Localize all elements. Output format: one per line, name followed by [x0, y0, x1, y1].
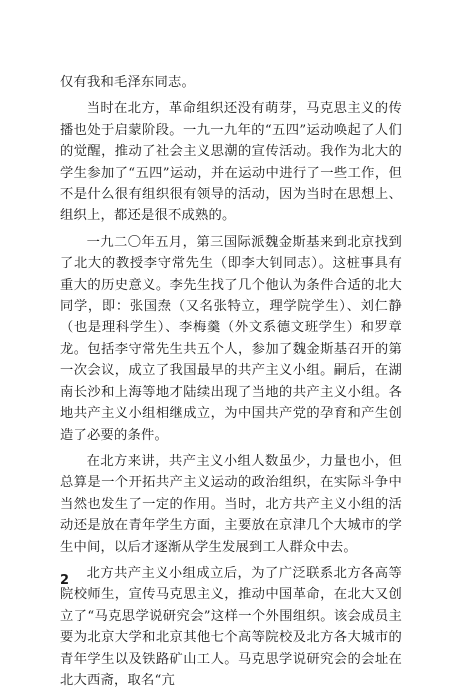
page-number: 2 — [60, 573, 70, 588]
paragraph-3: 一九二〇年五月，第三国际派魏金斯基来到北京找到了北大的教授李守常先生（即李大钊同志）。这桩事具有重大的历史意义。李先生找了几个他认为条件合适的北大同学，即：张国焘（又名张特立，理学院学生）、刘仁静（也是理科学生）、李梅羹（外文系德文班学生）和罗章龙。包括李守常先生共五个人，参加了魏金斯基召开的第一次会议，成立了我国最早的共产主义小组。嗣后，在湖南长沙和上海等地才陆续出现了当地的共产主义小组。各地共产主义小组相继成立，为中国共产党的孕育和产生创造了必要的条件。 — [60, 234, 402, 443]
paragraph-4: 在北方来讲，共产主义小组人数虽少，力量也小，但总算是一个开拓共产主义运动的政治组织，在实际斗争中当然也发生了一定的作用。当时，北方共产主义小组的活动还是放在青年学生方面，主要放在京津几个大城市的学生中间，以后才逐渐从学生发展到工人群众中去。 — [60, 453, 402, 555]
body-text — [60, 72, 402, 696]
paragraph-1: 仅有我和毛泽东同志。 — [60, 75, 195, 90]
paragraph-5: 北方共产主义小组成立后，为了广泛联系北方各高等院校师生，宣传马克思主义，推动中国革命，在北大又创立了“马克思学说研究会”这样一个外围组织。该会成员主要为北京大学和北京其他七个高等院校及北方各大城市的青年学生以及铁路矿山工人。马克思学说研究会的会址在北大西斋，取名“亢 — [60, 565, 402, 688]
paragraph-2: 当时在北方，革命组织还没有萌芽，马克思主义的传播也处于启蒙阶段。一九一九年的“五四”运动唤起了人们的觉醒，推动了社会主义思潮的宣传活动。我作为北大的学生参加了“五四”运动，并在运动中进行了一些工作，但不是什么很有组织很有领导的活动，因为当时在思想上、组织上，都还是很不成熟的。 — [60, 101, 402, 224]
